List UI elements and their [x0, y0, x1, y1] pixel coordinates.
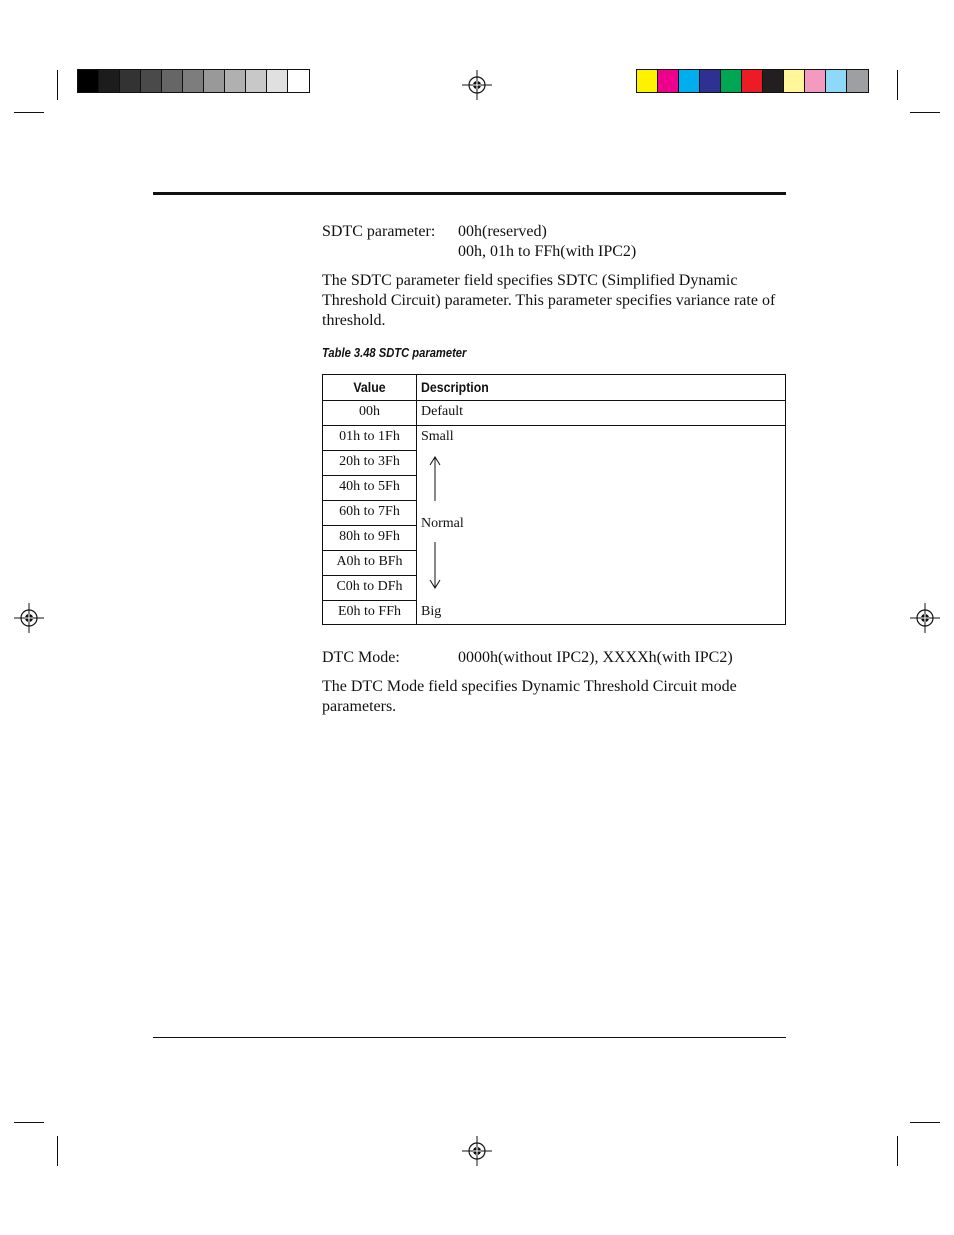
sdtc-table	[322, 374, 786, 625]
table-cell-value: 01h to 1Fh	[339, 429, 400, 444]
table-cell-value: C0h to DFh	[336, 579, 403, 594]
table-cell-value: 60h to 7Fh	[339, 504, 400, 519]
table-cell-value: 40h to 5Fh	[339, 479, 400, 494]
table-cell-description-normal: Normal	[421, 516, 464, 531]
sdtc-value-1: 00h(reserved)	[458, 223, 547, 240]
color-swatch	[784, 70, 805, 92]
color-swatch	[267, 70, 288, 92]
table-cell-value: 80h to 9Fh	[339, 529, 400, 544]
footer-rule	[153, 1037, 786, 1038]
color-swatch	[78, 70, 99, 92]
sdtc-description: The SDTC parameter field specifies SDTC (Simplified Dynamic Threshold Circuit) parameter. This parameter specifies variance rate of threshold.	[322, 272, 776, 329]
color-swatch	[826, 70, 847, 92]
crop-mark-tl-h	[14, 112, 44, 113]
crop-mark-br-v	[897, 1136, 898, 1166]
table-cell-description: Big	[421, 604, 442, 619]
color-swatch	[204, 70, 225, 92]
grayscale-bar	[77, 69, 310, 93]
color-swatch	[763, 70, 784, 92]
table-header-value: Value	[353, 379, 386, 395]
color-swatch	[805, 70, 826, 92]
dtc-value: 0000h(without IPC2), XXXXh(with IPC2)	[458, 649, 733, 666]
color-swatch	[679, 70, 700, 92]
header-rule	[153, 192, 786, 195]
color-swatch	[721, 70, 742, 92]
registration-mark-icon	[462, 1136, 492, 1166]
crop-mark-tl-v	[57, 70, 58, 100]
table-cell-description: Small	[421, 429, 454, 444]
color-swatch	[742, 70, 763, 92]
color-swatch	[99, 70, 120, 92]
color-swatch	[225, 70, 246, 92]
table-cell-value: E0h to FFh	[337, 604, 401, 619]
sdtc-value-2: 00h, 01h to FFh(with IPC2)	[458, 243, 637, 260]
color-swatch	[120, 70, 141, 92]
registration-mark-icon	[910, 603, 940, 633]
registration-mark-icon	[462, 70, 492, 100]
crop-mark-tr-h	[910, 112, 940, 113]
registration-mark-icon	[14, 603, 44, 633]
arrow-up-icon	[427, 455, 443, 501]
dtc-description: The DTC Mode field specifies Dynamic Threshold Circuit mode parameters.	[322, 678, 737, 715]
crop-mark-bl-v	[57, 1136, 58, 1166]
process-color-bar	[636, 69, 869, 93]
table-cell-value: 00h	[359, 404, 380, 419]
color-swatch	[288, 70, 309, 92]
table-cell-value: 20h to 3Fh	[339, 454, 400, 469]
table-caption: Table 3.48 SDTC parameter	[322, 345, 467, 360]
sdtc-label: SDTC parameter:	[322, 223, 436, 240]
crop-mark-bl-h	[14, 1122, 44, 1123]
table-cell-description: Default	[421, 404, 463, 419]
color-swatch	[246, 70, 267, 92]
crop-mark-br-h	[910, 1122, 940, 1123]
arrow-down-icon	[427, 542, 443, 590]
color-swatch	[183, 70, 204, 92]
color-swatch	[700, 70, 721, 92]
dtc-label: DTC Mode:	[322, 649, 400, 666]
color-swatch	[847, 70, 868, 92]
table-header-description: Description	[421, 379, 489, 395]
crop-mark-tr-v	[897, 70, 898, 100]
table-cell-value: A0h to BFh	[336, 554, 403, 569]
color-swatch	[637, 70, 658, 92]
color-swatch	[658, 70, 679, 92]
color-swatch	[141, 70, 162, 92]
color-swatch	[162, 70, 183, 92]
